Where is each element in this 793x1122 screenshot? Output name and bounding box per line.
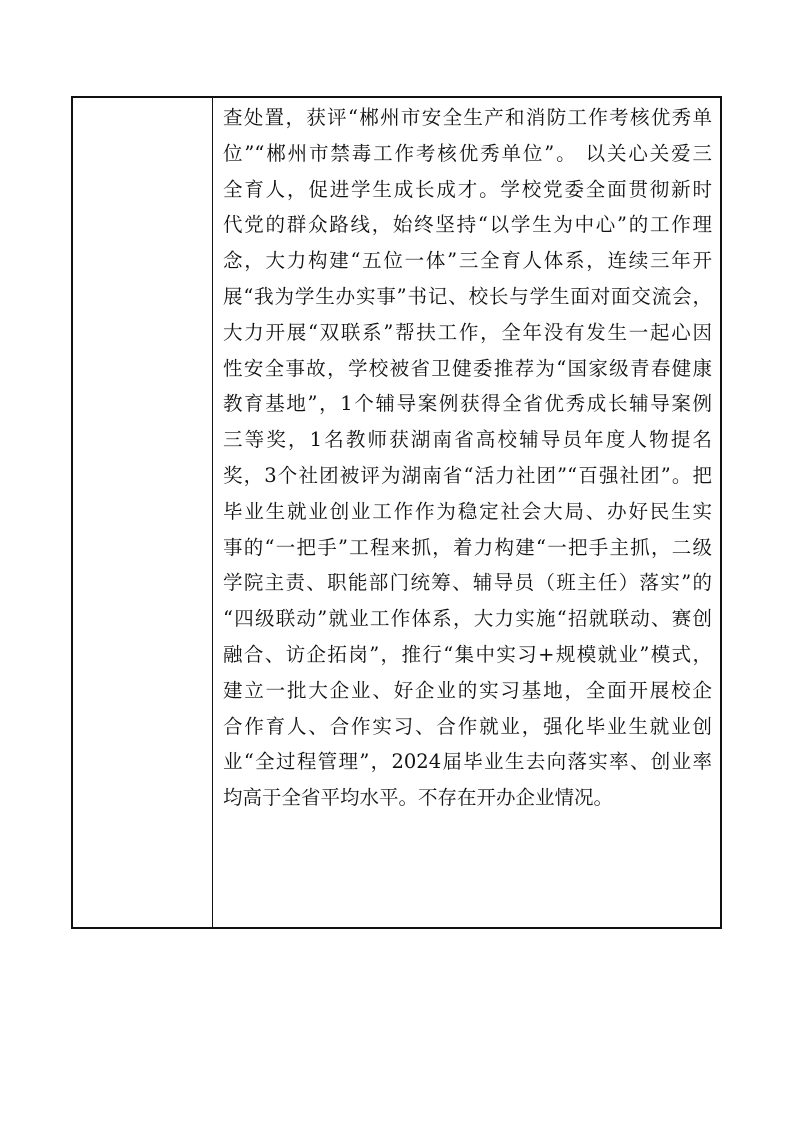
table-content-cell [213,98,720,927]
text-line: 建立一批大企业、好企业的实习基地，全面开展校企 [223,678,712,702]
text-line: 融合、访企拓岗”，推行“集中实习+规模就业”模式， [223,642,712,666]
text-line: 展“我为学生办实事”书记、校长与学生面对面交流会， [223,284,712,308]
text-line: 大力开展“双联系”帮扶工作，全年没有发生一起心因 [223,320,712,344]
text-line: 位”“郴州市禁毒工作考核优秀单位”。 以关心关爱三 [223,141,712,165]
text-line: 业“全过程管理”，2024届毕业生去向落实率、创业率 [223,750,712,774]
table-label-cell [73,98,213,927]
text-line: 全育人，促进学生成长成才。学校党委全面贯彻新时 [223,177,712,201]
text-line: 教育基地”，1个辅导案例获得全省优秀成长辅导案例 [223,392,712,416]
text-line: 均高于全省平均水平。不存在开办企业情况。 [223,786,614,810]
text-line: 学院主责、职能部门统筹、辅导员（班主任）落实”的 [223,571,712,595]
text-line: 念，大力构建“五位一体”三全育人体系，连续三年开 [223,249,712,273]
text-line: 查处置，获评“郴州市安全生产和消防工作考核优秀单 [223,106,712,129]
text-line: “四级联动”就业工作体系，大力实施“招就联动、赛创 [223,607,712,631]
text-line: 合作育人、合作实习、合作就业，强化毕业生就业创 [223,714,712,738]
text-line: 三等奖，1名教师获湖南省高校辅导员年度人物提名 [223,428,712,452]
text-line: 性安全事故，学校被省卫健委推荐为“国家级青春健康 [223,356,712,380]
text-line: 事的“一把手”工程来抓，着力构建“一把手主抓，二级 [223,535,712,559]
text-line: 毕业生就业创业工作作为稳定社会大局、办好民生实 [223,499,712,523]
text-line: 代党的群众路线，始终坚持“以学生为中心”的工作理 [223,213,712,237]
text-line: 奖，3个社团被评为湖南省“活力社团”“百强社团”。把 [223,463,712,487]
document-table [71,96,722,929]
